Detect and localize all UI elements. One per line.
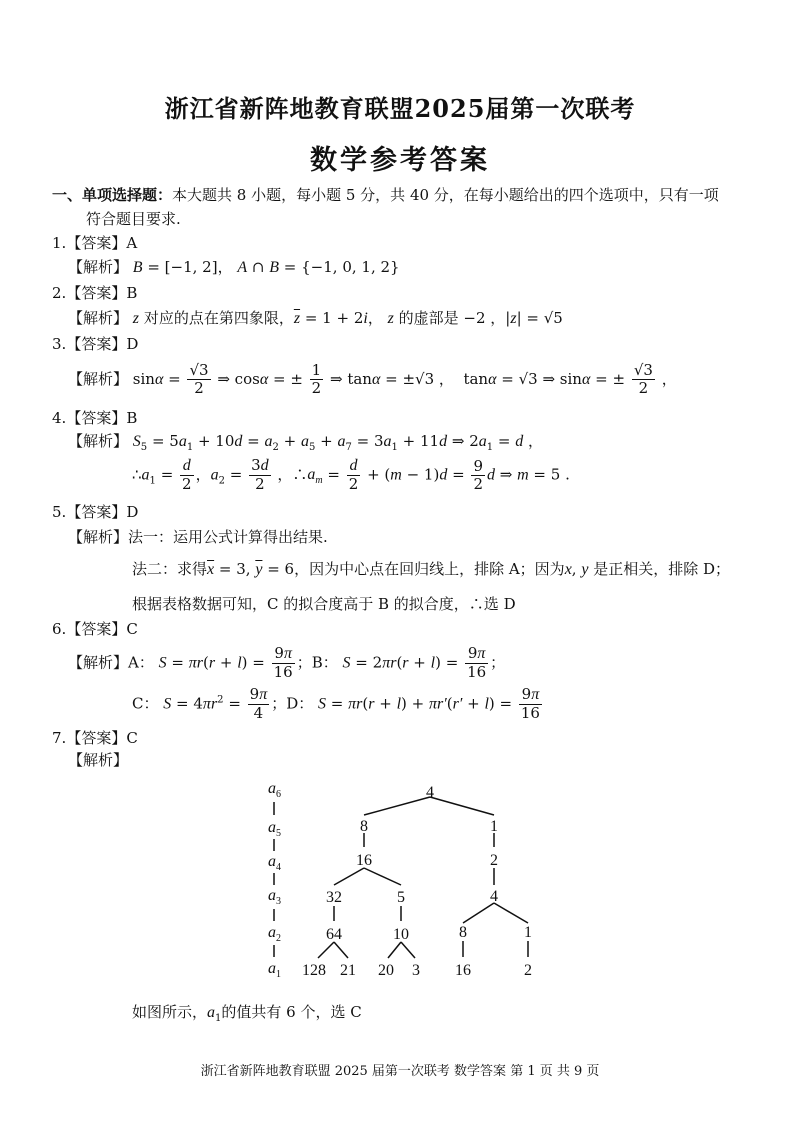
q1-answer-line: 1.【答案】A <box>52 234 138 252</box>
tree-node: 21 <box>340 962 356 979</box>
sequence-tree-diagram <box>240 775 560 985</box>
tree-node: 16 <box>356 852 372 869</box>
level-a6: $a_6$ <box>268 780 281 800</box>
q5-analysis-1: 【解析】法一：运用公式计算得出结果. <box>68 528 328 546</box>
level-a2: $a_2$ <box>268 924 281 944</box>
q1-analysis: 【解析】 B = [−1, 2]， A ∩ B = {−1, 0, 1, 2} <box>68 258 400 276</box>
q2-answer-line: 2.【答案】B <box>52 284 138 302</box>
tree-node: 3 <box>412 962 420 979</box>
page-subtitle: 数学参考答案 <box>310 145 490 176</box>
section-desc-cont: 符合题目要求. <box>86 210 181 228</box>
tree-node: 32 <box>326 889 342 906</box>
section-header <box>52 188 719 203</box>
tree-node: 1 <box>524 924 532 941</box>
tree-node: 8 <box>459 924 467 941</box>
tree-node: 2 <box>490 852 498 869</box>
q6-analysis-1: 【解析】A： S = πr(r + l) = $\frac{9\pi}{16}$ ；B： S = 2πr(r + l) = $\frac{9\pi}{16}$ ； <box>68 644 506 682</box>
q7-conclusion: 如图所示，$a_1$的值共有 6 个，选 C <box>132 1003 362 1024</box>
section-desc: 本大题共 8 小题，每小题 5 分，共 40 分，在每小题给出的四个选项中，只有一项 <box>172 186 719 204</box>
level-labels <box>268 780 281 980</box>
level-a1: $a_1$ <box>268 960 281 980</box>
q5-answer-line: 5.【答案】D <box>52 503 139 521</box>
level-a4: $a_4$ <box>268 853 281 873</box>
q3-answer-line: 3.【答案】D <box>52 335 139 353</box>
tree-node: 128 <box>302 962 326 979</box>
q2-analysis: 【解析】 z 对应的点在第四象限，$\overline{z} = 1 + 2i$， z 的虚部是 −2 ，|z| = √5 <box>68 309 563 327</box>
q4-analysis-1: 【解析】 $S_5 = 5a_1 + 10d = a_2 + a_5 + a_7 = 3a_1 + 11d$ ⇒ $2a_1 = d$ ， <box>68 432 544 453</box>
q3-analysis: 【解析】 sinα = $\frac{√3}{2}$ ⇒ cosα = ± $\frac{1}{2}$ ⇒ tanα = ±√3 ， tanα = √3 ⇒ sinα = ± $\frac{√3}{2}$ ， <box>68 361 677 398</box>
tree-node: 1 <box>490 818 498 835</box>
level-a3: $a_3$ <box>268 887 281 907</box>
page-footer: 浙江省新阵地教育联盟 2025 届第一次联考 数学答案 第 1 页 共 9 页 <box>200 1064 600 1079</box>
section-label: 一、单项选择题： <box>52 186 173 204</box>
q7-analysis-label: 【解析】 <box>68 751 129 769</box>
q6-answer-line: 6.【答案】C <box>52 620 138 638</box>
tree-node: 64 <box>326 926 342 943</box>
q4-analysis-2: $\therefore a_1$ = $\frac{d}{2}$ ，$a_2$ = $\frac{3d}{2}$ ，$\therefore a_m$ = $\frac{d}{2}$ + (m − 1)d = $\frac{9}{2}$ d ⇒ m = 5 . <box>132 456 570 494</box>
tree-node: 4 <box>426 784 434 801</box>
tree-node: 20 <box>378 962 394 979</box>
tree-node: 5 <box>397 889 405 906</box>
tree-node: 10 <box>393 926 409 943</box>
q7-answer-line: 7.【答案】C <box>52 729 138 747</box>
tree-node: 4 <box>490 888 498 905</box>
q5-analysis-2: 法二：求得$\overline{x} = 3$, $\overline{y} = 6$，因为中心点在回归线上，排除 A；因为x, y 是正相关，排除 D； <box>132 560 731 578</box>
level-a5: $a_5$ <box>268 819 281 839</box>
exam-title: 浙江省新阵地教育联盟2025届第一次联考 <box>164 94 636 123</box>
q4-answer-line: 4.【答案】B <box>52 409 138 427</box>
tree-node: 2 <box>524 962 532 979</box>
q5-analysis-3: 根据表格数据可知，C 的拟合度高于 B 的拟合度，∴选 D <box>132 595 516 613</box>
tree-node: 8 <box>360 818 368 835</box>
q6-analysis-2: C： $S = 4\pi r^2$ = $\frac{9\pi}{4}$ ；D： S = πr(r + l) + πr′(r′ + l) = $\frac{9\pi}{16}$ <box>132 685 540 723</box>
tree-node: 16 <box>455 962 471 979</box>
